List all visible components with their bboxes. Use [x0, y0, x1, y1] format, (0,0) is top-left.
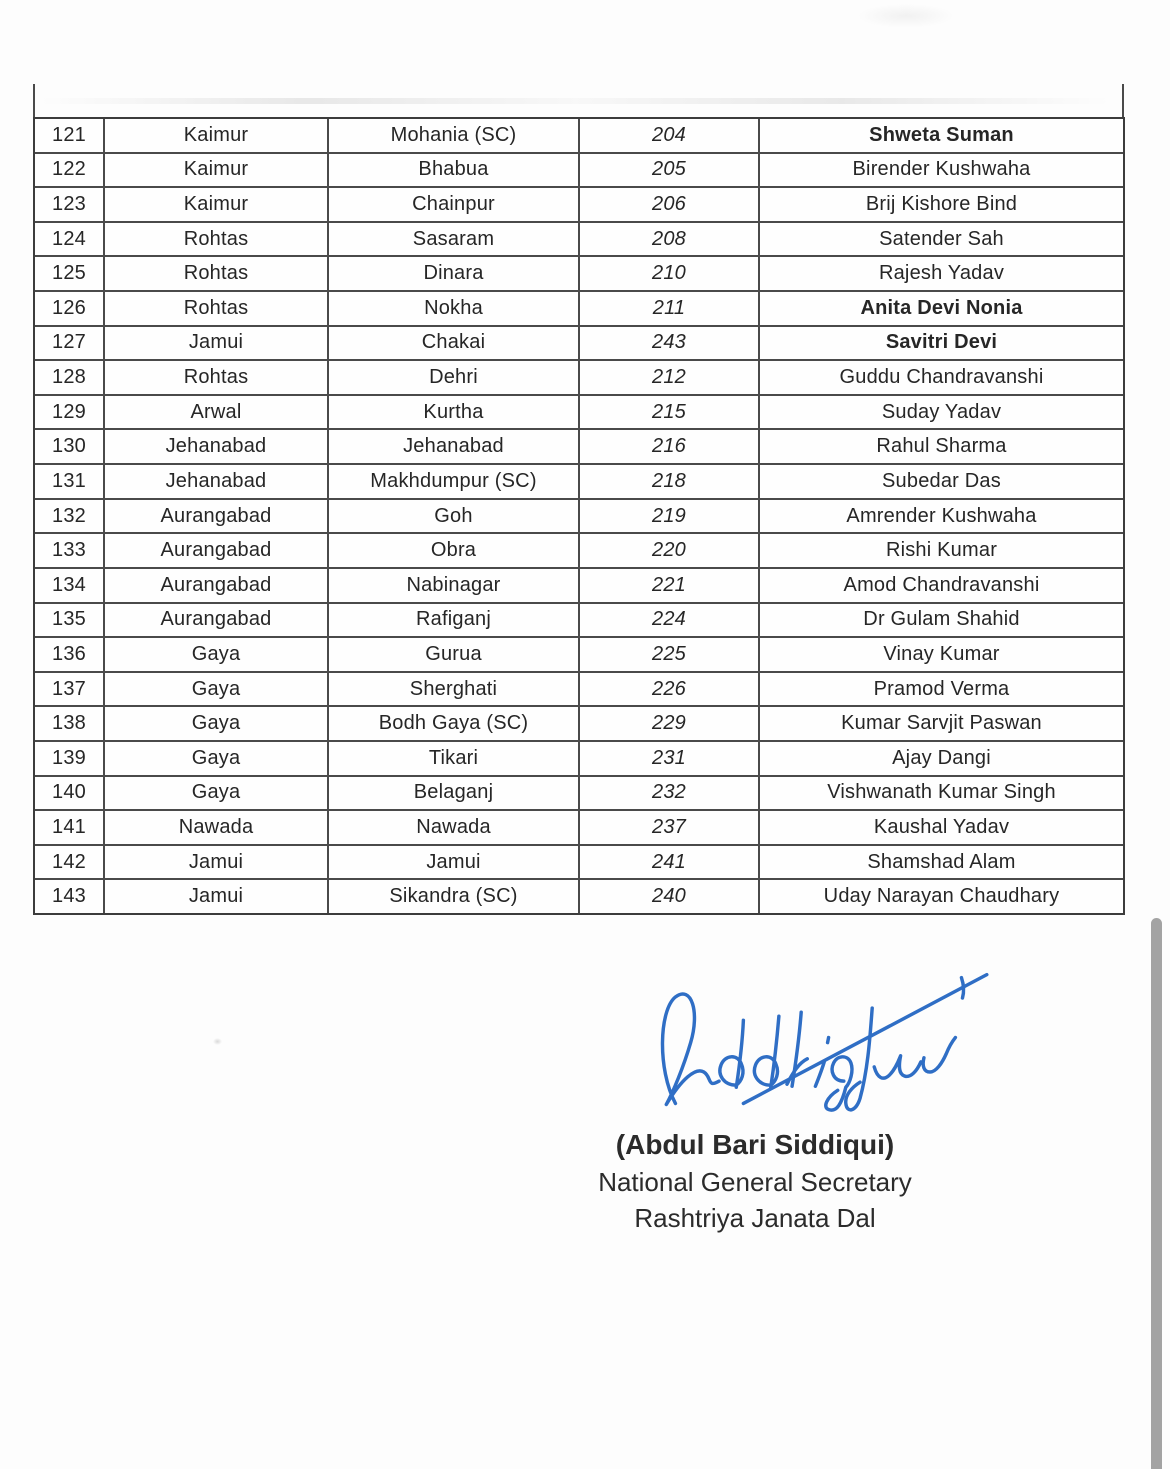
- cell-constituency: Jamui: [329, 846, 580, 879]
- cell-district: Kaimur: [105, 188, 329, 221]
- table-row: [35, 292, 1123, 327]
- cell-district: Nawada: [105, 811, 329, 844]
- cell-constituency: Nawada: [329, 811, 580, 844]
- cell-constituency-number: 205: [580, 154, 760, 187]
- table-row: [35, 846, 1123, 881]
- table-row: [35, 742, 1123, 777]
- table-row: [35, 673, 1123, 708]
- cell-serial: 139: [35, 742, 105, 775]
- table-row: [35, 430, 1123, 465]
- cell-candidate-name: Kaushal Yadav: [873, 815, 1010, 838]
- cell-constituency: Jehanabad: [329, 430, 580, 463]
- cell-candidate-name: Uday Narayan Chaudhary: [823, 885, 1060, 908]
- table-cutoff-right-border: [1122, 84, 1124, 117]
- cell-district: Gaya: [105, 638, 329, 671]
- cell-district: Rohtas: [105, 361, 329, 394]
- table-row: [35, 361, 1123, 396]
- table-row: [35, 777, 1123, 812]
- cell-constituency-number: 204: [580, 119, 760, 152]
- table-row: [35, 880, 1123, 913]
- cell-constituency: Tikari: [329, 742, 580, 775]
- cell-serial: 125: [35, 257, 105, 290]
- cell-district: Jehanabad: [105, 465, 329, 498]
- scan-artifact: [40, 98, 1110, 104]
- cell-serial: 135: [35, 604, 105, 637]
- cell-constituency: Bhabua: [329, 154, 580, 187]
- cell-candidate-name: Pramod Verma: [873, 677, 1010, 700]
- cell-candidate-name: Suday Yadav: [881, 400, 1002, 423]
- cell-district: Jamui: [105, 880, 329, 913]
- cell-constituency-number: 241: [580, 846, 760, 879]
- cell-district: Aurangabad: [105, 569, 329, 602]
- table-row: [35, 188, 1123, 223]
- table-cutoff-left-border: [33, 84, 35, 117]
- table-row: [35, 569, 1123, 604]
- cell-district: Rohtas: [105, 292, 329, 325]
- cell-constituency-number: 212: [580, 361, 760, 394]
- cell-constituency-number: 229: [580, 707, 760, 740]
- table-row: [35, 154, 1123, 189]
- cell-constituency-number: 220: [580, 534, 760, 567]
- signatory-title: National General Secretary: [598, 1167, 912, 1197]
- cell-constituency-number: 208: [580, 223, 760, 256]
- scan-artifact: [213, 1038, 222, 1045]
- scrollbar-thumb[interactable]: [1151, 918, 1162, 1469]
- cell-constituency-number: 211: [580, 292, 760, 325]
- cell-candidate-name: Rajesh Yadav: [878, 262, 1005, 285]
- cell-constituency: Chainpur: [329, 188, 580, 221]
- cell-serial: 127: [35, 327, 105, 360]
- cell-district: Aurangabad: [105, 534, 329, 567]
- cell-constituency: Nabinagar: [329, 569, 580, 602]
- cell-district: Gaya: [105, 777, 329, 810]
- cell-district: Gaya: [105, 742, 329, 775]
- cell-constituency-number: 221: [580, 569, 760, 602]
- cell-serial: 141: [35, 811, 105, 844]
- cell-district: Arwal: [105, 396, 329, 429]
- table-row: [35, 465, 1123, 500]
- cell-constituency: Goh: [329, 500, 580, 533]
- cell-candidate-name: Savitri Devi: [885, 331, 998, 354]
- cell-candidate-name: Amrender Kushwaha: [846, 504, 1037, 527]
- cell-district: Aurangabad: [105, 500, 329, 533]
- cell-constituency: Sasaram: [329, 223, 580, 256]
- cell-serial: 143: [35, 880, 105, 913]
- cell-serial: 128: [35, 361, 105, 394]
- cell-constituency: Makhdumpur (SC): [329, 465, 580, 498]
- cell-constituency-number: 232: [580, 777, 760, 810]
- table-row: [35, 223, 1123, 258]
- cell-candidate-name: Vinay Kumar: [883, 642, 1000, 665]
- cell-candidate-name: Amod Chandravanshi: [843, 573, 1040, 596]
- signatory-name: (Abdul Bari Siddiqui): [615, 1129, 895, 1160]
- cell-constituency: Chakai: [329, 327, 580, 360]
- cell-constituency-number: 240: [580, 880, 760, 913]
- cell-constituency-number: 216: [580, 430, 760, 463]
- cell-constituency-number: 224: [580, 604, 760, 637]
- cell-district: Kaimur: [105, 119, 329, 152]
- candidate-table: [33, 117, 1125, 915]
- table-row: [35, 500, 1123, 535]
- cell-constituency-number: 215: [580, 396, 760, 429]
- cell-constituency: Sherghati: [329, 673, 580, 706]
- cell-constituency: Nokha: [329, 292, 580, 325]
- cell-serial: 123: [35, 188, 105, 221]
- table-row: [35, 257, 1123, 292]
- cell-constituency-number: 218: [580, 465, 760, 498]
- cell-constituency: Obra: [329, 534, 580, 567]
- cell-serial: 136: [35, 638, 105, 671]
- cell-constituency-number: 231: [580, 742, 760, 775]
- cell-candidate-name: Subedar Das: [882, 469, 1001, 492]
- cell-candidate-name: Rahul Sharma: [876, 435, 1007, 458]
- scan-artifact: [858, 4, 954, 28]
- cell-serial: 132: [35, 500, 105, 533]
- table-row: [35, 396, 1123, 431]
- cell-candidate-name: Satender Sah: [879, 227, 1004, 250]
- cell-constituency-number: 226: [580, 673, 760, 706]
- cell-serial: 121: [35, 119, 105, 152]
- cell-serial: 134: [35, 569, 105, 602]
- cell-candidate-name: Rishi Kumar: [885, 539, 998, 562]
- cell-district: Aurangabad: [105, 604, 329, 637]
- cell-constituency: Bodh Gaya (SC): [329, 707, 580, 740]
- cell-serial: 122: [35, 154, 105, 187]
- table-row: [35, 638, 1123, 673]
- cell-candidate-name: Brij Kishore Bind: [865, 193, 1018, 216]
- cell-serial: 137: [35, 673, 105, 706]
- cell-constituency-number: 206: [580, 188, 760, 221]
- cell-serial: 138: [35, 707, 105, 740]
- cell-serial: 131: [35, 465, 105, 498]
- cell-constituency: Sikandra (SC): [329, 880, 580, 913]
- cell-constituency: Belaganj: [329, 777, 580, 810]
- cell-constituency: Dehri: [329, 361, 580, 394]
- cell-constituency-number: 225: [580, 638, 760, 671]
- cell-district: Rohtas: [105, 223, 329, 256]
- cell-constituency-number: 219: [580, 500, 760, 533]
- cell-district: Rohtas: [105, 257, 329, 290]
- cell-candidate-name: Birender Kushwaha: [852, 158, 1031, 181]
- cell-candidate-name: Guddu Chandravanshi: [839, 366, 1044, 389]
- table-row: [35, 604, 1123, 639]
- cell-serial: 142: [35, 846, 105, 879]
- cell-district: Gaya: [105, 673, 329, 706]
- cell-district: Kaimur: [105, 154, 329, 187]
- cell-serial: 130: [35, 430, 105, 463]
- cell-district: Jamui: [105, 846, 329, 879]
- cell-serial: 126: [35, 292, 105, 325]
- cell-constituency: Kurtha: [329, 396, 580, 429]
- table-row: [35, 707, 1123, 742]
- cell-serial: 129: [35, 396, 105, 429]
- cell-candidate-name: Kumar Sarvjit Paswan: [841, 712, 1042, 735]
- cell-serial: 140: [35, 777, 105, 810]
- cell-constituency-number: 237: [580, 811, 760, 844]
- cell-constituency: Dinara: [329, 257, 580, 290]
- cell-constituency: Gurua: [329, 638, 580, 671]
- cell-constituency-number: 210: [580, 257, 760, 290]
- cell-candidate-name: Ajay Dangi: [892, 746, 991, 769]
- table-row: [35, 119, 1123, 154]
- cell-serial: 133: [35, 534, 105, 567]
- table-row: [35, 327, 1123, 362]
- cell-candidate-name: Anita Devi Nonia: [860, 296, 1023, 319]
- cell-candidate-name: Dr Gulam Shahid: [863, 608, 1020, 631]
- cell-candidate-name: Shamshad Alam: [867, 850, 1016, 873]
- signatory-org: Rashtriya Janata Dal: [634, 1203, 876, 1233]
- cell-district: Jehanabad: [105, 430, 329, 463]
- table-row: [35, 534, 1123, 569]
- cell-candidate-name: Vishwanath Kumar Singh: [827, 781, 1056, 804]
- cell-district: Jamui: [105, 327, 329, 360]
- cell-serial: 124: [35, 223, 105, 256]
- cell-district: Gaya: [105, 707, 329, 740]
- signature-image: [645, 948, 1000, 1123]
- cell-constituency: Mohania (SC): [329, 119, 580, 152]
- cell-candidate-name: Shweta Suman: [869, 123, 1014, 146]
- cell-constituency-number: 243: [580, 327, 760, 360]
- cell-constituency: Rafiganj: [329, 604, 580, 637]
- signatory-block: [505, 1126, 1005, 1236]
- table-row: [35, 811, 1123, 846]
